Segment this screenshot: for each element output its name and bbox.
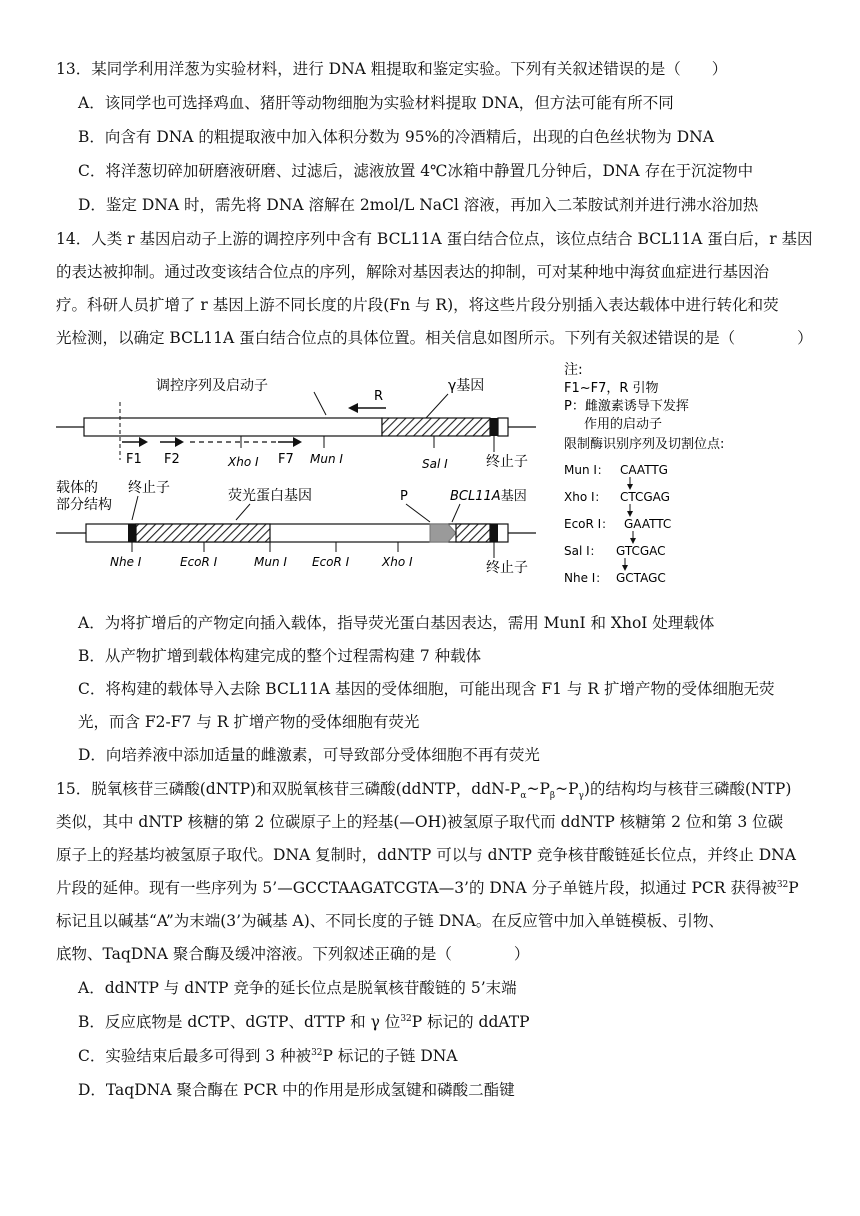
q15-stem-mid1: ~P [526, 780, 550, 798]
fluorescent-gene-label: 荧光蛋白基因 [228, 488, 312, 504]
enzyme-sali-seq: GTCGAC [616, 544, 666, 558]
q15-stem-line4 [56, 877, 799, 899]
q15-option-b-sup: 32 [400, 1013, 412, 1024]
enzyme-ecori-seq: GAATTC [624, 517, 672, 531]
q15-stem-part1: 15．脱氧核苷三磷酸(dNTP)和双脱氧核苷三磷酸(ddNTP，ddN-P [56, 780, 521, 798]
enzyme-muni-seq: CAATTG [620, 463, 668, 477]
q15-option-c-pre: C．实验结束后最多可得到 3 种被 [78, 1047, 312, 1065]
bottom-terminator-block [490, 524, 498, 542]
vector-site-xhoi: Xho I [382, 555, 413, 569]
q15-stem-line5: 标记且以碱基“A”为末端(3’为碱基 A)、不同长度的子链 DNA。在反应管中加入单链模板、引物、 [56, 912, 724, 930]
bcl11a-gene-segment [456, 524, 490, 542]
notes-line4: 限制酶识别序列及切割位点: [564, 437, 725, 452]
vector-label-line2: 部分结构 [56, 497, 112, 513]
top-regulatory-segment [84, 418, 382, 436]
top-sali-site: Sal I [422, 457, 448, 471]
q13-option-c: C．将洋葱切碎加研磨液研磨、过滤后，滤液放置 4℃冰箱中静置几分钟后，DNA 存在于沉淀物中 [78, 162, 754, 180]
q15-stem4-text: 片段的延伸。现有一些序列为 5’—GCCTAAGATCGTA—3’的 DNA 分子单链片段，拟通过 PCR 获得被 [56, 879, 777, 897]
primer-r-label: R [374, 389, 384, 404]
q15-sub-alpha: α [520, 791, 527, 802]
bottom-terminator-top-label: 终止子 [128, 480, 170, 496]
q15-p-symbol: P [788, 879, 799, 897]
vector-label-line1: 载体的 [56, 480, 98, 496]
q15-option-b-pre: B．反应底物是 dCTP、dGTP、dTTP 和 γ 位 [78, 1013, 401, 1031]
notes-line2: P：雌激素诱导下发挥 [564, 399, 689, 414]
q14-stem-line3: 疗。科研人员扩增了 r 基因上游不同长度的片段(Fn 与 R)，将这些片段分别插入表达载体中进行转化和荧 [56, 296, 779, 314]
q15-option-b-post: P 标记的 ddATP [411, 1013, 530, 1031]
vector-site-nhei: Nhe I [110, 555, 142, 569]
enzyme-muni-name: Mun I： [564, 463, 609, 477]
q15-option-b [78, 1011, 530, 1033]
q15-stem-line6: 底物、TaqDNA 聚合酶及缓冲溶液。下列叙述正确的是（ ） [56, 945, 530, 963]
promoter-p-label: P [400, 489, 408, 504]
enzyme-xhoi-name: Xho I： [564, 490, 607, 504]
bcl11a-gene-label [450, 489, 527, 504]
notes-line1: F1~F7，R 引物 [564, 381, 659, 396]
q15-option-c [78, 1045, 458, 1067]
enzyme-nhei-seq: GCTAGC [616, 571, 666, 585]
q14-option-a: A．为将扩增后的产物定向插入载体，指导荧光蛋白基因表达，需用 MunI 和 XhoI 处理载体 [78, 614, 715, 632]
q13-stem: 13．某同学利用洋葱为实验材料，进行 DNA 粗提取和鉴定实验。下列有关叙述错误的是（ ） [56, 60, 728, 78]
notes-line3: 作用的启动子 [584, 417, 663, 432]
q14-stem-line4: 光检测，以确定 BCL11A 蛋白结合位点的具体位置。相关信息如图所示。下列有关叙述错误的是（ ） [56, 329, 813, 347]
top-gamma-gene-segment [382, 418, 490, 436]
q15-stem-mid2: ~P [555, 780, 579, 798]
enzyme-sali-name: Sal I： [564, 544, 602, 558]
top-muni-site: Mun I [310, 452, 343, 466]
top-terminator-label: 终止子 [486, 454, 528, 470]
top-terminator-block [490, 418, 498, 436]
q15-option-d: D．TaqDNA 聚合酶在 PCR 中的作用是形成氢键和磷酸二酯键 [78, 1081, 515, 1099]
enzyme-ecori-name: EcoR I： [564, 517, 614, 531]
primer-f1-label: F1 [126, 452, 142, 467]
q14-option-b: B．从产物扩增到载体构建完成的整个过程需构建 7 种载体 [78, 647, 482, 665]
primer-f7-label: F7 [278, 452, 294, 467]
bcl11a-suffix: 基因 [500, 489, 527, 504]
q14-option-c-line1: C．将构建的载体导入去除 BCL11A 基因的受体细胞，可能出现含 F1 与 R 扩增产物的受体细胞无荧 [78, 680, 775, 698]
q14-stem-line2: 的表达被抑制。通过改变该结合位点的序列，解除对基因表达的抑制，可对某种地中海贫血症进行基因治 [56, 263, 770, 281]
q13-option-b: B．向含有 DNA 的粗提取液中加入体积分数为 95%的冷酒精后，出现的白色丝状物为 DNA [78, 128, 714, 146]
q14-option-d: D．向培养液中添加适量的雌激素，可导致部分受体细胞不再有荧光 [78, 746, 540, 764]
vector-site-ecori-1: EcoR I [180, 555, 218, 569]
primer-f2-label: F2 [164, 452, 180, 467]
q15-stem-line3: 原子上的羟基均被氢原子取代。DNA 复制时，ddNTP 可以与 dNTP 竞争核苷酸链延长位点，并终止 DNA [56, 846, 796, 864]
q15-stem-part1-end: )的结构均与核苷三磷酸(NTP) [583, 780, 792, 798]
q15-option-a: A．ddNTP 与 dNTP 竞争的延长位点是脱氧核苷酸链的 5’末端 [78, 979, 517, 997]
q15-stem-line2: 类似，其中 dNTP 核糖的第 2 位碳原子上的羟基(—OH)被氢原子取代而 ddNTP 核糖第 2 位和第 3 位碳 [56, 813, 784, 831]
gamma-gene-label: γ基因 [448, 378, 485, 394]
q15-stem-line1 [56, 778, 791, 800]
vector-site-ecori-2: EcoR I [312, 555, 350, 569]
q15-option-c-post: P 标记的子链 DNA [322, 1047, 458, 1065]
gene-vector-diagram [56, 360, 796, 610]
notes-title: 注: [564, 362, 583, 378]
bottom-terminator-label: 终止子 [486, 560, 528, 576]
q15-option-c-sup: 32 [311, 1047, 323, 1058]
q14-stem-line1: 14．人类 r 基因启动子上游的调控序列中含有 BCL11A 蛋白结合位点，该位点结合 BCL11A 蛋白后，r 基因 [56, 230, 813, 248]
enzyme-xhoi-seq: CTCGAG [620, 490, 670, 504]
vector-site-muni: Mun I [254, 555, 287, 569]
q14-option-c-line2: 光，而含 F2-F7 与 R 扩增产物的受体细胞有荧光 [78, 713, 420, 731]
q15-sub-beta: β [549, 791, 556, 802]
bcl11a-name: BCL11A [450, 489, 501, 504]
vector-terminator-block [128, 524, 136, 542]
enzyme-nhei-name: Nhe I： [564, 571, 608, 585]
q15-sup-32: 32 [776, 879, 789, 890]
q13-option-a: A．该同学也可选择鸡血、猪肝等动物细胞为实验材料提取 DNA，但方法可能有所不同 [78, 94, 674, 112]
q15-sub-gamma: γ [578, 791, 584, 802]
fluorescent-gene-segment [136, 524, 270, 542]
q13-option-d: D．鉴定 DNA 时，需先将 DNA 溶解在 2mol/L NaCl 溶液，再加入二苯胺试剂并进行沸水浴加热 [78, 196, 759, 214]
top-regulatory-label: 调控序列及启动子 [156, 378, 268, 394]
top-xhoi-site: Xho I [228, 455, 259, 469]
